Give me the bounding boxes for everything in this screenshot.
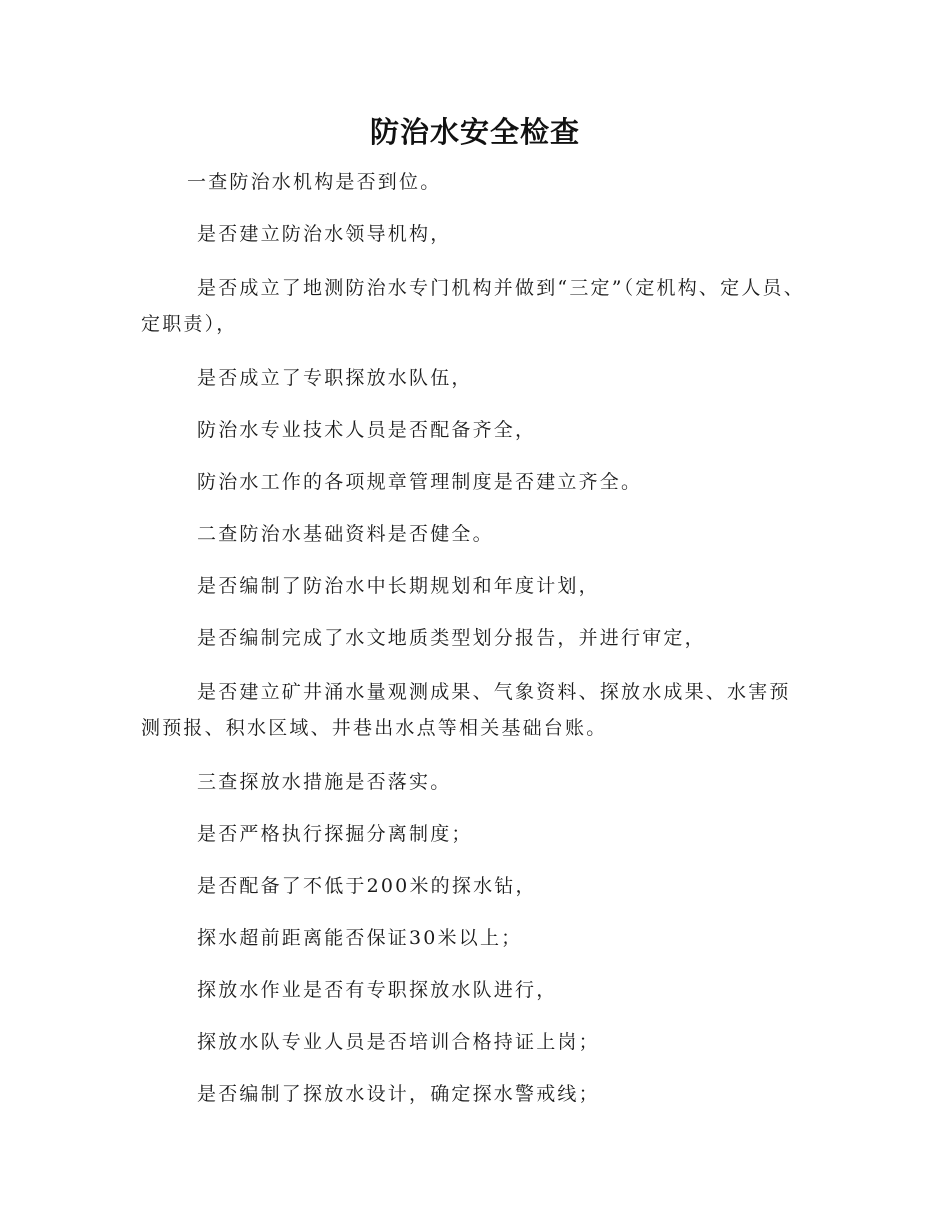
paragraph-10: 是否建立矿井涌水量观测成果、气象资料、探放水成果、水害预测预报、积水区域、井巷出水点等相关基础台账。: [141, 681, 791, 739]
paragraph-15: 探放水作业是否有专职探放水队进行，: [197, 979, 558, 1001]
paragraph-5: 防治水专业技术人员是否配备齐全，: [197, 419, 537, 441]
paragraph-1: 一查防治水机构是否到位。: [187, 171, 442, 193]
paragraph-17: 是否编制了探放水设计，确定探水警戒线；: [197, 1083, 600, 1105]
paragraph-12: 是否严格执行探掘分离制度；: [197, 823, 473, 845]
paragraph-4: 是否成立了专职探放水队伍，: [197, 367, 473, 389]
paragraph-3: 是否成立了地测防治水专门机构并做到“三定”（定机构、定人员、定职责），: [141, 277, 805, 335]
paragraph-11: 三查探放水措施是否落实。: [197, 771, 452, 793]
paragraph-14: 探水超前距离能否保证30米以上；: [197, 927, 523, 949]
paragraph-7: 二查防治水基础资料是否健全。: [197, 523, 494, 545]
paragraph-2: 是否建立防治水领导机构，: [197, 223, 452, 245]
document-title: 防治水安全检查: [369, 115, 580, 149]
paragraph-8: 是否编制了防治水中长期规划和年度计划，: [197, 575, 600, 597]
paragraph-9: 是否编制完成了水文地质类型划分报告，并进行审定，: [197, 627, 706, 649]
paragraph-13: 是否配备了不低于200米的探水钻，: [197, 875, 537, 897]
paragraph-16: 探放水队专业人员是否培训合格持证上岗；: [197, 1031, 600, 1053]
paragraph-6: 防治水工作的各项规章管理制度是否建立齐全。: [197, 471, 643, 493]
